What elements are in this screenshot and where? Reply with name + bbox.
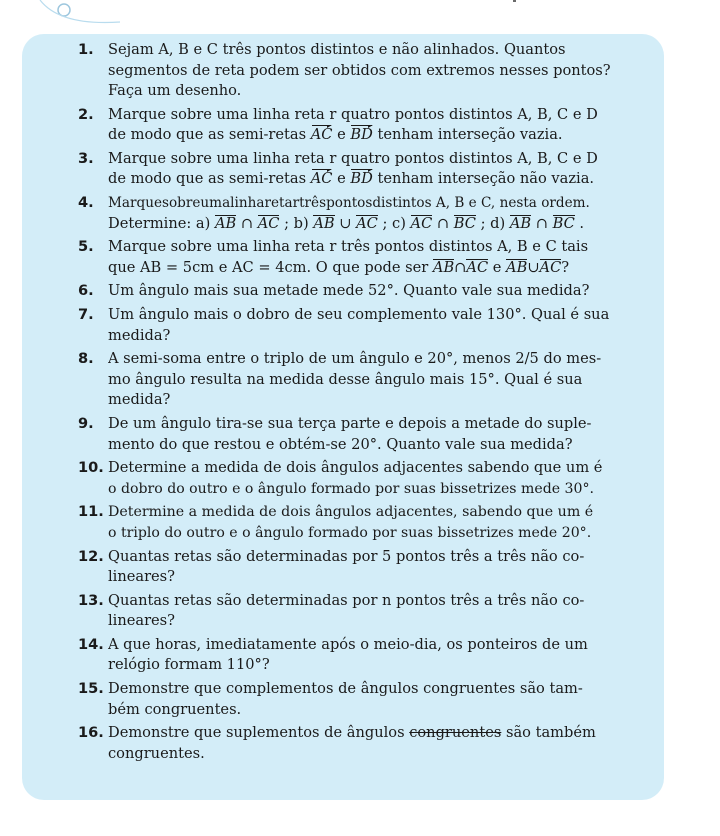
exercise-14: [78, 635, 658, 676]
exercise-text-line: mento do que restou e obtém-se 20°. Quanto vale sua medida?: [108, 435, 573, 453]
segment-ab: AB: [509, 214, 532, 232]
set-operator: ∩: [240, 214, 254, 232]
text-fragment: Determine: a): [108, 214, 211, 232]
page-top-decoration: [0, 0, 720, 30]
exercise-text-line: [108, 125, 658, 146]
exercise-text-line: Determine a medida de dois ângulos adjacentes, sabendo que um é: [108, 504, 594, 521]
exercise-text-line: Um ângulo mais sua metade mede 52°. Quanto vale sua medida?: [108, 282, 590, 300]
exercise-3: [78, 149, 658, 190]
exercise-number: 15.: [78, 680, 104, 698]
ray-ac: AC: [311, 169, 333, 190]
exercise-text-line: Determine a medida de dois ângulos adjacentes sabendo que um é: [108, 459, 603, 477]
segment-ac: AC: [257, 214, 280, 232]
set-operator: ∪: [339, 214, 352, 232]
exercise-text-line: lineares?: [108, 568, 175, 586]
exercise-number: 10.: [78, 459, 104, 477]
exercise-number: 13.: [78, 591, 104, 609]
text-fragment: e: [492, 258, 502, 276]
text-fragment: são também: [505, 724, 596, 742]
exercise-text-line: Marque sobre uma linha reta r quatro pontos distintos A, B, C e D: [108, 149, 598, 167]
exercise-number: 1.: [78, 41, 94, 58]
exercise-10: [78, 458, 658, 499]
exercise-text-line: medida?: [108, 391, 171, 409]
exercise-list: [78, 40, 658, 768]
exercise-text-line: [108, 258, 658, 279]
text-fragment: de modo que as semi-retas: [108, 126, 307, 144]
exercise-text-line: Um ângulo mais o dobro de seu complemento vale 130°. Qual é sua: [108, 306, 610, 324]
exercise-8: [78, 349, 658, 411]
exercise-16: [78, 723, 658, 764]
exercise-4: [78, 193, 658, 234]
exercise-number: 16.: [78, 724, 104, 742]
exercise-text-line: Marquesobreumalinharetartrêspontosdistintos A, B e C, nesta ordem.: [108, 195, 590, 212]
exercise-5: [78, 237, 658, 278]
exercise-number: 9.: [78, 415, 94, 432]
exercise-text-line: lineares?: [108, 612, 175, 630]
exercise-text-line: Sejam A, B e C três pontos distintos e não alinhados. Quantos: [108, 41, 566, 58]
segment-ab: AB: [214, 214, 237, 232]
exercise-text-line: congruentes.: [108, 744, 205, 762]
exercise-text-line: medida?: [108, 326, 171, 344]
exercise-6: [78, 281, 658, 302]
text-fragment: tenham interseção vazia.: [377, 126, 563, 144]
segment-ac: AC: [466, 258, 489, 276]
segment-ab: AB: [432, 258, 455, 276]
text-fragment: .: [579, 214, 585, 232]
segment-ac: AC: [539, 258, 562, 276]
exercise-text-line: o triplo do outro e o ângulo formado por suas bissetrizes mede 20°.: [108, 524, 592, 541]
exercise-text-line: Demonstre que complementos de ângulos congruentes são tam-: [108, 680, 583, 698]
text-fragment: tenham interseção não vazia.: [377, 170, 595, 188]
segment-ac: AC: [410, 214, 433, 232]
set-operator: ∩: [454, 258, 467, 276]
text-fragment: ; d): [480, 214, 506, 232]
segment-ab: AB: [506, 258, 528, 276]
text-fragment: ; b): [284, 214, 309, 232]
exercise-11: [78, 502, 658, 543]
exercise-text-line: Marque sobre uma linha reta r quatro pontos distintos A, B, C e D: [108, 105, 598, 123]
exercise-text-line: [108, 723, 658, 744]
text-fragment: que AB = 5cm e AC = 4cm. O que pode ser: [108, 258, 429, 276]
exercise-text-line: Quantas retas são determinadas por 5 pontos três a três não co-: [108, 547, 585, 565]
decorative-tick: [513, 0, 516, 2]
exercise-2: [78, 105, 658, 146]
exercise-15: [78, 679, 658, 720]
decorative-curve: [40, 0, 120, 23]
ray-bd: BD: [350, 169, 372, 190]
decorative-circle-icon: [58, 4, 70, 16]
exercise-number: 4.: [78, 194, 94, 212]
ray-bd: BD: [350, 125, 372, 146]
exercise-number: 7.: [78, 306, 94, 324]
exercise-text-line: o dobro do outro e o ângulo formado por suas bissetrizes mede 30°.: [108, 480, 595, 497]
exercise-7: [78, 305, 658, 346]
exercise-number: 8.: [78, 350, 94, 368]
exercise-1: [78, 40, 658, 102]
exercise-number: 14.: [78, 635, 104, 653]
exercise-number: 6.: [78, 282, 94, 300]
exercise-13: [78, 591, 658, 632]
exercise-text-line: relógio formam 110°?: [108, 656, 270, 674]
exercise-text-line: mo ângulo resulta na medida desse ângulo mais 15°. Qual é sua: [108, 370, 583, 388]
exercise-text-line: A semi-soma entre o triplo de um ângulo e 20°, menos 2/5 do mes-: [108, 350, 602, 368]
exercise-number: 2.: [78, 105, 94, 123]
exercise-text-line: bém congruentes.: [108, 700, 242, 718]
segment-bc: BC: [552, 214, 575, 232]
text-fragment: de modo que as semi-retas: [108, 170, 307, 188]
exercise-text-line: Faça um desenho.: [108, 82, 242, 99]
exercise-text-line: A que horas, imediatamente após o meio-dia, os ponteiros de um: [108, 635, 588, 653]
exercise-text-line: [108, 169, 658, 190]
set-operator: ∩: [436, 214, 450, 232]
exercise-text-line: Quantas retas são determinadas por n pontos três a três não co-: [108, 591, 585, 609]
ray-ac: AC: [311, 125, 333, 146]
segment-ac: AC: [356, 214, 378, 232]
exercise-number: 12.: [78, 547, 104, 565]
exercise-text-line: Marque sobre uma linha reta r três pontos distintos A, B e C tais: [108, 238, 589, 256]
exercise-number: 5.: [78, 238, 94, 256]
exercise-12: [78, 547, 658, 588]
exercise-text-line: segmentos de reta podem ser obtidos com extremos nesses pontos?: [108, 61, 611, 79]
exercise-number: 11.: [78, 503, 104, 521]
set-operator: ∪: [527, 258, 540, 276]
text-fragment: ?: [561, 258, 570, 276]
exercise-text-line: De um ângulo tira-se sua terça parte e depois a metade do suple-: [108, 415, 592, 432]
exercise-9: [78, 414, 658, 455]
text-fragment: e: [337, 170, 346, 188]
exercise-number: 3.: [78, 149, 94, 167]
text-fragment: e: [337, 126, 346, 144]
text-fragment: ; c): [382, 214, 406, 232]
exercise-text-line: [108, 214, 658, 235]
segment-ab: AB: [313, 214, 335, 232]
struck-word: congruentes: [409, 724, 502, 742]
set-operator: ∩: [535, 214, 548, 232]
segment-bc: BC: [453, 214, 476, 232]
text-fragment: Demonstre que suplementos de ângulos: [108, 724, 405, 742]
